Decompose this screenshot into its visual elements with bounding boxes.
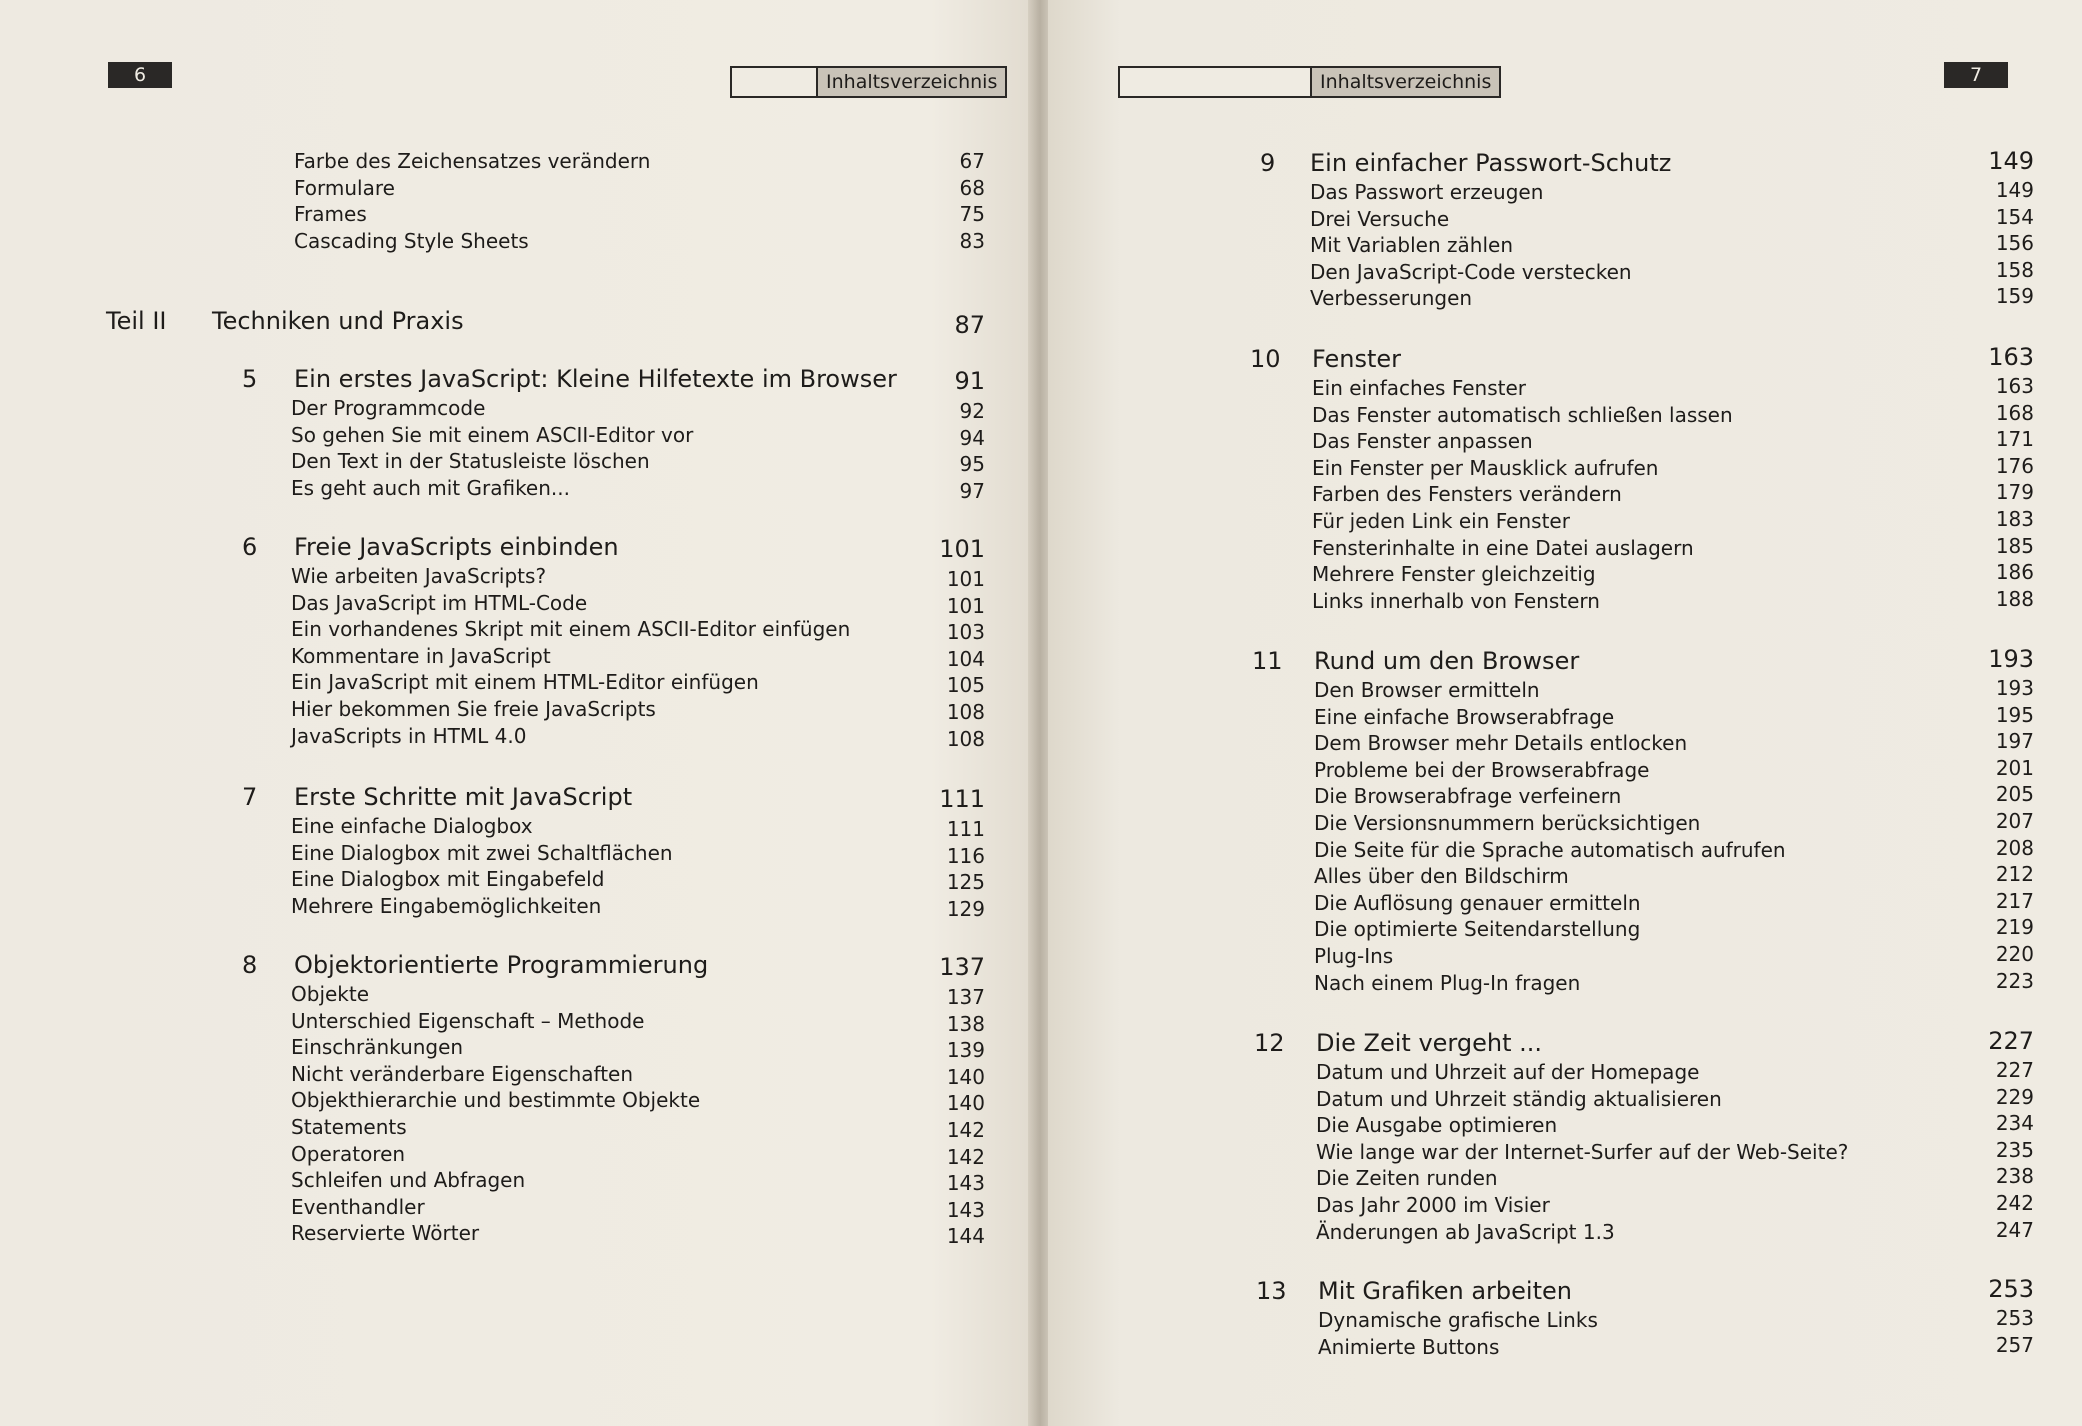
toc-entry-page: 101 (946, 567, 985, 591)
toc-entry-page: 212 (1995, 862, 2034, 887)
toc-entry-title: Eine einfache Browserabfrage (1314, 704, 1615, 729)
toc-entry-title: Farbe des Zeichensatzes verändern (294, 149, 651, 173)
chapter-page: 149 (1988, 147, 2034, 175)
toc-entry-title: Dynamische grafische Links (1318, 1308, 1598, 1332)
toc-entry-title: Nach einem Plug-In fragen (1314, 970, 1581, 995)
toc-entry-page: 144 (946, 1224, 985, 1249)
toc-entry-title: Die Versionsnummern berücksichtigen (1314, 811, 1701, 835)
toc-entry-title: Alles über den Bildschirm (1314, 864, 1569, 889)
toc-entry-title: Kommentare in JavaScript (291, 643, 551, 668)
toc-entry-title: Operatoren (291, 1141, 406, 1166)
toc-entry-title: Hier bekommen Sie freie JavaScripts (291, 697, 656, 721)
page-number-left: 6 (108, 62, 172, 88)
toc-entry-title: Eine Dialogbox mit zwei Schaltflächen (291, 840, 673, 865)
header-label: Inhaltsverzeichnis (1312, 68, 1499, 96)
toc-entry-page: 67 (959, 149, 985, 173)
toc-entry-title: Drei Versuche (1310, 206, 1450, 231)
chapter-page: 111 (939, 785, 985, 813)
toc-entry-title: Mehrere Eingabemöglichkeiten (291, 893, 602, 918)
page-number-right: 7 (1944, 62, 2008, 88)
toc-entry-title: Die optimierte Seitendarstellung (1314, 917, 1641, 942)
toc-entry-page: 238 (1995, 1164, 2034, 1189)
toc-entry-title: Ein JavaScript mit einem HTML-Editor einfügen (291, 670, 759, 695)
chapter-title: Mit Grafiken arbeiten (1318, 1277, 1572, 1305)
toc-entry-title: Die Browserabfrage verfeinern (1314, 784, 1622, 809)
toc-entry-page: 185 (1995, 533, 2034, 558)
header-blank-box (732, 68, 818, 96)
toc-entry-page: 205 (1995, 782, 2034, 807)
toc-entry-page: 219 (1995, 915, 2034, 940)
toc-entry-title: Eine Dialogbox mit Eingabefeld (291, 867, 605, 892)
toc-entry-title: Das Fenster automatisch schließen lassen (1312, 402, 1733, 427)
chapter-number: 7 (242, 783, 258, 811)
toc-entry-page: 142 (946, 1118, 985, 1142)
toc-entry-title: Dem Browser mehr Details entlocken (1314, 731, 1688, 756)
toc-entry-page: 201 (1995, 755, 2034, 780)
toc-entry-page: 154 (1995, 204, 2034, 229)
toc-entry-title: Das Passwort erzeugen (1310, 180, 1544, 204)
toc-entry-page: 129 (946, 896, 985, 921)
toc-entry-title: Wie lange war der Internet-Surfer auf der Web-Seite? (1316, 1139, 1849, 1164)
toc-entry-page: 247 (1995, 1217, 2034, 1242)
toc-entry-title: Das JavaScript im HTML-Code (291, 590, 588, 615)
toc-entry-page: 137 (946, 985, 985, 1009)
toc-entry-title: Ein vorhandenes Skript mit einem ASCII-Editor einfügen (291, 617, 851, 642)
toc-entry-title: Plug-Ins (1314, 944, 1394, 968)
toc-entry-page: 193 (1995, 676, 2034, 700)
chapter-title: Erste Schritte mit JavaScript (294, 783, 633, 811)
toc-entry-title: Farben des Fensters verändern (1312, 482, 1622, 507)
toc-entry-page: 103 (946, 620, 985, 645)
toc-entry-title: Der Programmcode (291, 396, 486, 420)
chapter-number: 11 (1252, 647, 1283, 675)
toc-entry-page: 95 (959, 452, 985, 477)
toc-entry-page: 68 (959, 175, 985, 200)
toc-entry-title: Datum und Uhrzeit auf der Homepage (1316, 1060, 1700, 1084)
toc-entry-title: Probleme bei der Browserabfrage (1314, 757, 1650, 782)
chapter-page: 227 (1988, 1027, 2034, 1055)
running-header-left (730, 66, 1007, 98)
part-label: Teil II (106, 307, 167, 335)
toc-entry-title: Statements (291, 1115, 407, 1139)
toc-entry-title: Den JavaScript-Code verstecken (1310, 259, 1632, 284)
toc-entry-title: Objekte (291, 982, 370, 1006)
toc-entry-title: Einschränkungen (291, 1035, 464, 1060)
toc-entry-page: 101 (946, 593, 985, 618)
toc-entry-title: So gehen Sie mit einem ASCII-Editor vor (291, 422, 694, 447)
toc-entry-page: 97 (959, 478, 985, 503)
toc-entry-title: Änderungen ab JavaScript 1.3 (1316, 1219, 1615, 1244)
toc-entry-title: Das Fenster anpassen (1312, 429, 1533, 454)
toc-entry-page: 163 (1995, 374, 2034, 398)
chapter-page: 101 (939, 535, 985, 563)
toc-entry-title: Datum und Uhrzeit ständig aktualisieren (1316, 1086, 1722, 1111)
toc-entry-page: 183 (1995, 507, 2034, 531)
chapter-title: Ein erstes JavaScript: Kleine Hilfetexte im Browser (294, 365, 897, 393)
chapter-page: 137 (939, 953, 985, 981)
toc-entry-title: Animierte Buttons (1318, 1334, 1500, 1359)
toc-entry-title: Frames (294, 202, 367, 227)
toc-entry-page: 83 (959, 228, 985, 253)
toc-entry-title: Eventhandler (291, 1194, 425, 1219)
toc-entry-page: 105 (946, 673, 985, 698)
toc-entry-page: 143 (946, 1171, 985, 1196)
toc-entry-page: 186 (1995, 560, 2034, 585)
toc-entry-page: 139 (946, 1038, 985, 1063)
chapter-page: 163 (1988, 343, 2034, 371)
toc-entry-page: 142 (946, 1144, 985, 1169)
chapter-number: 8 (242, 951, 258, 979)
toc-entry-title: Wie arbeiten JavaScripts? (291, 564, 547, 588)
toc-entry-title: Die Seite für die Sprache automatisch aufrufen (1314, 837, 1786, 862)
toc-entry-title: Ein Fenster per Mausklick aufrufen (1312, 455, 1659, 480)
toc-entry-page: 235 (1995, 1137, 2034, 1162)
toc-entry-page: 111 (946, 817, 985, 841)
toc-entry-page: 208 (1995, 835, 2034, 860)
toc-entry-page: 197 (1995, 729, 2034, 754)
toc-entry-page: 223 (1995, 968, 2034, 993)
part-page: 87 (954, 311, 985, 339)
toc-entry-title: Mehrere Fenster gleichzeitig (1312, 562, 1596, 587)
part-title: Techniken und Praxis (212, 307, 464, 335)
chapter-number: 13 (1256, 1277, 1287, 1305)
toc-entry-title: Ein einfaches Fenster (1312, 376, 1526, 400)
toc-entry-page: 188 (1995, 586, 2034, 611)
toc-entry-page: 75 (959, 202, 985, 227)
header-label: Inhaltsverzeichnis (818, 68, 1005, 96)
toc-entry-page: 171 (1995, 427, 2034, 452)
toc-entry-title: Mit Variablen zählen (1310, 233, 1513, 258)
toc-entry-title: Reservierte Wörter (291, 1221, 480, 1246)
toc-entry-page: 207 (1995, 809, 2034, 833)
toc-entry-page: 229 (1995, 1084, 2034, 1109)
toc-entry-page: 138 (946, 1011, 985, 1036)
toc-entry-title: Fensterinhalte in eine Datei auslagern (1312, 535, 1694, 560)
toc-entry-page: 116 (946, 843, 985, 868)
header-blank-box (1120, 68, 1312, 96)
toc-entry-page: 143 (946, 1197, 985, 1222)
chapter-page: 193 (1988, 645, 2034, 673)
chapter-page: 91 (954, 367, 985, 395)
toc-entry-page: 149 (1995, 178, 2034, 202)
right-page (1048, 0, 2082, 1426)
toc-entry-page: 234 (1995, 1111, 2034, 1136)
toc-entry-title: Schleifen und Abfragen (291, 1168, 526, 1193)
toc-entry-page: 156 (1995, 231, 2034, 256)
toc-entry-page: 94 (959, 425, 985, 450)
toc-entry-title: Den Text in der Statusleiste löschen (291, 449, 650, 474)
toc-entry-page: 242 (1995, 1191, 2034, 1215)
toc-entry-page: 159 (1995, 284, 2034, 309)
toc-entry-page: 253 (1995, 1306, 2034, 1330)
chapter-number: 9 (1260, 149, 1276, 177)
toc-entry-page: 108 (946, 700, 985, 724)
toc-entry-page: 227 (1995, 1058, 2034, 1082)
chapter-number: 10 (1250, 345, 1281, 373)
toc-entry-title: Cascading Style Sheets (294, 228, 529, 253)
toc-entry-title: Verbesserungen (1310, 286, 1473, 311)
toc-entry-title: Nicht veränderbare Eigenschaften (291, 1061, 634, 1086)
toc-entry-page: 158 (1995, 257, 2034, 282)
toc-entry-page: 176 (1995, 453, 2034, 478)
chapter-title: Freie JavaScripts einbinden (294, 533, 619, 561)
toc-entry-page: 125 (946, 870, 985, 895)
toc-entry-title: Für jeden Link ein Fenster (1312, 509, 1570, 533)
chapter-page: 253 (1988, 1275, 2034, 1303)
toc-entry-title: Das Jahr 2000 im Visier (1316, 1193, 1550, 1217)
toc-entry-page: 104 (946, 646, 985, 671)
chapter-title: Die Zeit vergeht ... (1316, 1029, 1543, 1057)
toc-entry-title: Eine einfache Dialogbox (291, 814, 533, 838)
running-header-right (1118, 66, 1501, 98)
toc-entry-page: 168 (1995, 400, 2034, 425)
toc-entry-page: 140 (946, 1064, 985, 1089)
toc-entry-page: 108 (946, 726, 985, 751)
chapter-title: Rund um den Browser (1314, 647, 1580, 675)
chapter-title: Fenster (1312, 345, 1402, 373)
left-page (0, 0, 1034, 1426)
chapter-number: 5 (242, 365, 258, 393)
chapter-number: 12 (1254, 1029, 1285, 1057)
toc-entry-page: 220 (1995, 942, 2034, 966)
toc-entry-title: Objekthierarchie und bestimmte Objekte (291, 1088, 701, 1113)
toc-entry-page: 179 (1995, 480, 2034, 505)
toc-entry-title: Es geht auch mit Grafiken... (291, 475, 570, 500)
chapter-title: Objektorientierte Programmierung (294, 951, 709, 979)
toc-entry-title: Die Auflösung genauer ermitteln (1314, 890, 1641, 915)
toc-entry-page: 257 (1995, 1332, 2034, 1357)
toc-entry-page: 195 (1995, 702, 2034, 727)
toc-entry-page: 217 (1995, 888, 2034, 913)
toc-entry-page: 140 (946, 1091, 985, 1116)
chapter-number: 6 (242, 533, 258, 561)
toc-entry-page: 92 (959, 399, 985, 423)
toc-entry-title: Die Ausgabe optimieren (1316, 1113, 1558, 1138)
toc-entry-title: Den Browser ermitteln (1314, 678, 1540, 702)
toc-entry-title: Links innerhalb von Fenstern (1312, 588, 1600, 613)
toc-entry-title: Formulare (294, 175, 395, 200)
chapter-title: Ein einfacher Passwort-Schutz (1310, 149, 1672, 177)
toc-entry-title: JavaScripts in HTML 4.0 (291, 723, 527, 748)
toc-entry-title: Unterschied Eigenschaft – Methode (291, 1008, 645, 1033)
toc-entry-title: Die Zeiten runden (1316, 1166, 1498, 1191)
